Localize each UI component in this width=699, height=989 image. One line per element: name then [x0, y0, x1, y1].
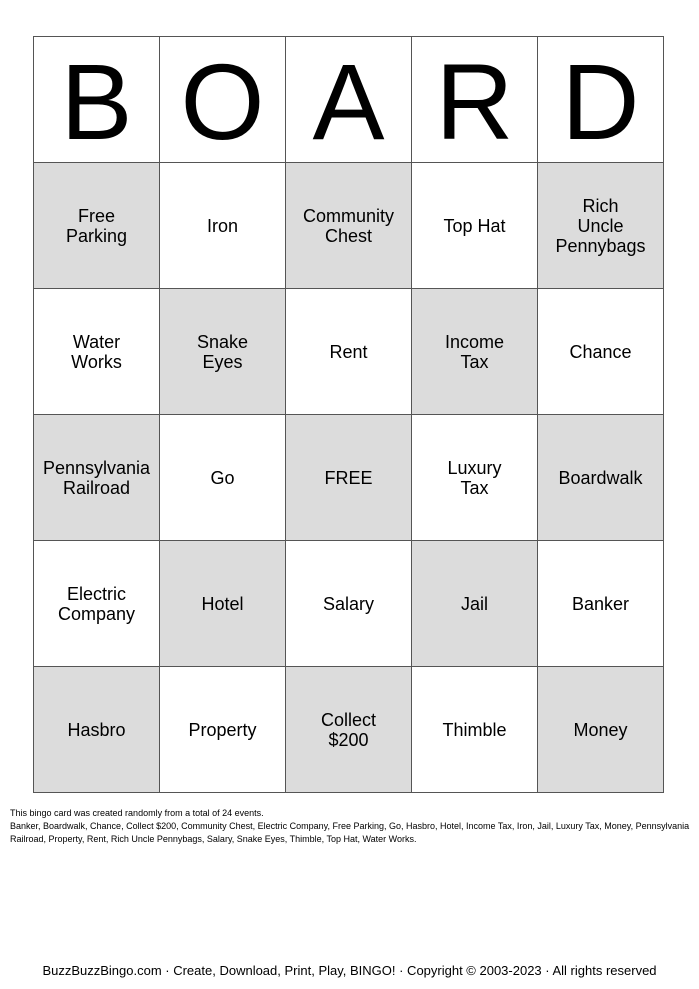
- card-row-3: [34, 415, 664, 541]
- card-cell: Banker: [538, 541, 664, 667]
- page-footer: BuzzBuzzBingo.com · Create, Download, Print, Play, BINGO! · Copyright © 2003-2023 · All rights reserved: [42, 963, 657, 978]
- card-cell: Free Parking: [34, 163, 160, 289]
- card-cell: Rich Uncle Pennybags: [538, 163, 664, 289]
- card-info: [10, 807, 690, 846]
- header-letter-d: D: [538, 37, 664, 163]
- card-cell: Go: [160, 415, 286, 541]
- header-letter-o: O: [160, 37, 286, 163]
- card-cell: Hasbro: [34, 667, 160, 793]
- free-space-cell: FREE: [286, 415, 412, 541]
- card-cell: Top Hat: [412, 163, 538, 289]
- card-cell: Salary: [286, 541, 412, 667]
- card-cell: Hotel: [160, 541, 286, 667]
- card-cell: Thimble: [412, 667, 538, 793]
- bingo-card: [33, 36, 664, 793]
- card-cell: Community Chest: [286, 163, 412, 289]
- card-cell: Luxury Tax: [412, 415, 538, 541]
- card-cell: Income Tax: [412, 289, 538, 415]
- card-cell: Iron: [160, 163, 286, 289]
- card-row-4: [34, 541, 664, 667]
- card-cell: Property: [160, 667, 286, 793]
- card-info-event-list: Banker, Boardwalk, Chance, Collect $200, Community Chest, Electric Company, Free Parking, Go, Hasbro, Hotel, Income Tax, Iron, Jail, Luxury Tax, Money, Pennsylvania Railroad, Property, Rent, Rich Uncle Pennybags, Salary, Snake Eyes, Thimble, Top Hat, Water Works.: [10, 821, 690, 844]
- card-cell: Water Works: [34, 289, 160, 415]
- card-row-1: [34, 163, 664, 289]
- card-row-2: [34, 289, 664, 415]
- card-cell: Money: [538, 667, 664, 793]
- card-cell: Snake Eyes: [160, 289, 286, 415]
- card-cell: Rent: [286, 289, 412, 415]
- card-info-summary: This bingo card was created randomly from a total of 24 events.: [10, 808, 264, 818]
- card-cell: Boardwalk: [538, 415, 664, 541]
- card-cell: Chance: [538, 289, 664, 415]
- card-cell: Pennsylvania Railroad: [34, 415, 160, 541]
- header-letter-r: R: [412, 37, 538, 163]
- header-letter-b: B: [34, 37, 160, 163]
- card-cell: Electric Company: [34, 541, 160, 667]
- header-row: [34, 37, 664, 163]
- header-letter-a: A: [286, 37, 412, 163]
- card-row-5: [34, 667, 664, 793]
- card-cell: Jail: [412, 541, 538, 667]
- card-cell: Collect $200: [286, 667, 412, 793]
